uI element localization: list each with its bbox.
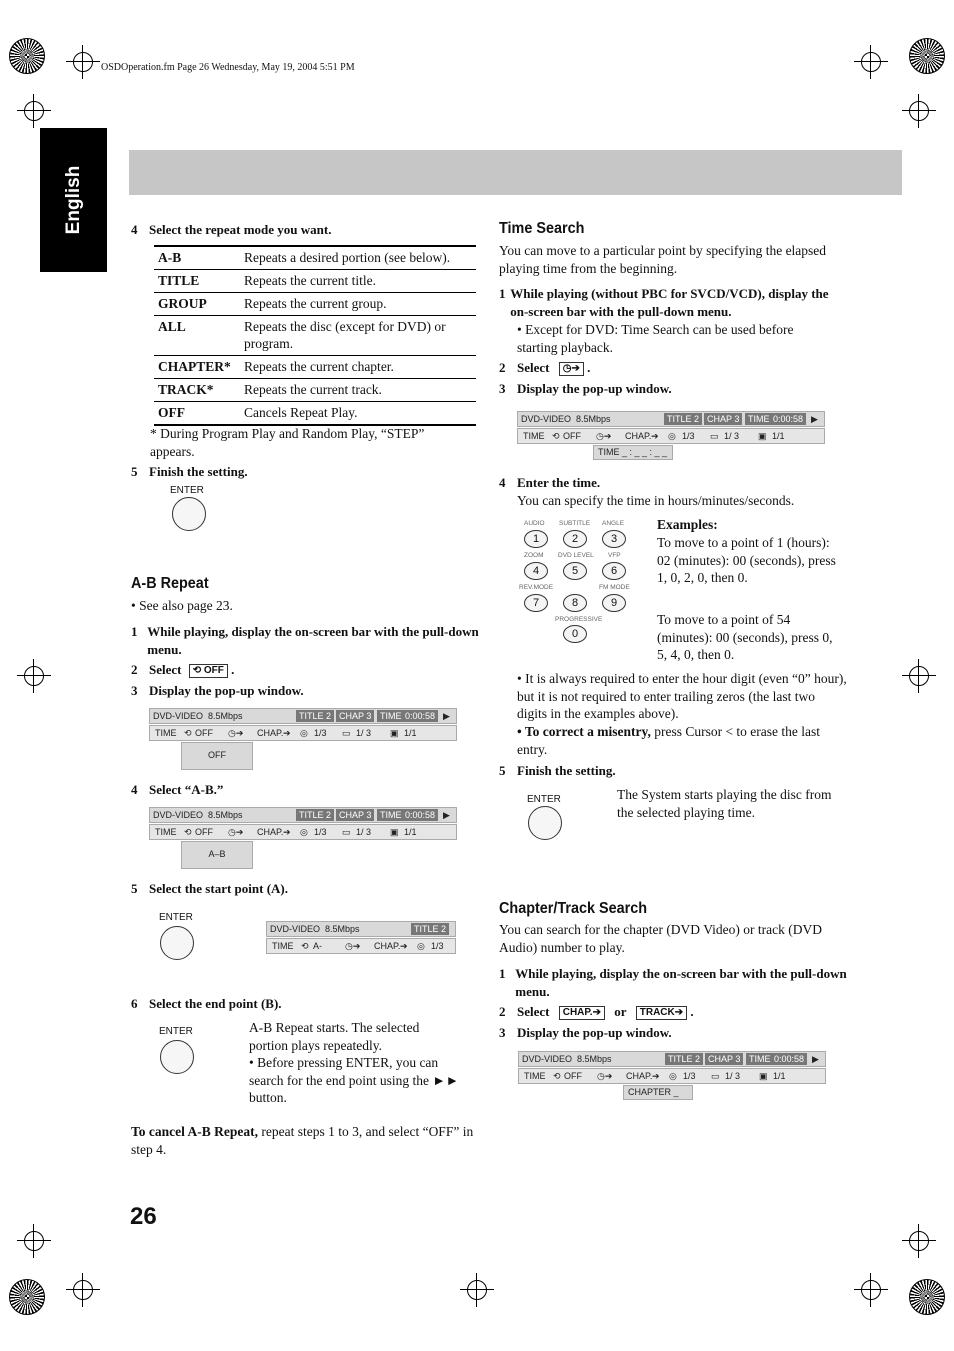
page-number: 26 xyxy=(130,1203,157,1230)
registration-mark xyxy=(73,52,93,72)
ab-step-6: 6 Select the end point (B). xyxy=(131,996,282,1011)
time-search-bullet-2: • To correct a misentry, press Cursor < to erase the last entry. xyxy=(517,724,821,757)
repeat-off-icon: ⟲ OFF xyxy=(189,664,228,678)
key-7: 7 xyxy=(524,594,548,612)
language-tab-label: English xyxy=(62,165,84,235)
registration-mark xyxy=(909,1231,929,1251)
ab-step-6-bullet: • Before pressing ENTER, you can search for the end point using the ►► button. xyxy=(249,1055,460,1105)
key-1: 1 xyxy=(524,530,548,548)
key-9: 9 xyxy=(602,594,626,612)
time-search-heading: Time Search xyxy=(499,220,585,237)
enter-button-icon xyxy=(160,926,194,960)
ab-step-1: 1 While playing, display the on-screen bar with the pull-down menu. xyxy=(131,624,479,657)
example-1: To move to a point of 1 (hours): 02 (minutes): 00 (seconds), press 1, 0, 2, 0, then 0. xyxy=(657,535,836,585)
table-row: ALL Repeats the disc (except for DVD) or program. xyxy=(154,316,476,356)
ab-step-2: 2 Select ⟲ OFF . xyxy=(131,662,235,677)
registration-mark xyxy=(24,101,44,121)
file-meta-header: OSDOperation.fm Page 26 Wednesday, May 19, 2004 5:51 PM xyxy=(101,62,355,73)
key-3: 3 xyxy=(602,530,626,548)
chapter-track-search-heading: Chapter/Track Search xyxy=(499,900,648,917)
table-row: A-B Repeats a desired portion (see below). xyxy=(154,246,476,270)
registration-mark xyxy=(861,52,881,72)
time-search-intro: You can move to a particular point by specifying the elapsed playing time from the beginning. xyxy=(499,243,827,276)
ab-step-3: 3 Display the pop-up window. xyxy=(131,683,304,698)
ts-step-5-description: The System starts playing the disc from the selected playing time. xyxy=(617,787,832,820)
chap-icon: CHAP.➔ xyxy=(559,1006,605,1020)
ts-step-1-bullet: • Except for DVD: Time Search can be used before starting playback. xyxy=(517,322,794,355)
crop-sunburst-bottom-right xyxy=(909,1279,945,1315)
ts-step-4: 4 Enter the time. xyxy=(499,475,601,490)
ts-step-4-description: You can specify the time in hours/minutes/seconds. xyxy=(517,493,795,508)
crop-sunburst-top-left xyxy=(9,38,45,74)
table-row: CHAPTER* Repeats the current chapter. xyxy=(154,356,476,379)
crop-sunburst-top-right xyxy=(909,38,945,74)
enter-button-icon xyxy=(172,497,206,531)
table-row: GROUP Repeats the current group. xyxy=(154,293,476,316)
chapter-track-intro: You can search for the chapter (DVD Video) or track (DVD Audio) number to play. xyxy=(499,922,822,955)
key-8: 8 xyxy=(563,594,587,612)
ts-step-5: 5 Finish the setting. xyxy=(499,763,616,778)
step-5: 5 Finish the setting. xyxy=(131,464,248,479)
header-band xyxy=(129,150,902,195)
key-6: 6 xyxy=(602,562,626,580)
table-row: OFF Cancels Repeat Play. xyxy=(154,402,476,426)
registration-mark xyxy=(467,1280,487,1300)
cancel-ab-repeat: To cancel A-B Repeat, repeat steps 1 to 3, and select “OFF” in step 4. xyxy=(131,1124,474,1157)
step-4: 4 Select the repeat mode you want. xyxy=(131,222,332,237)
track-icon: TRACK➔ xyxy=(636,1006,687,1020)
registration-mark xyxy=(24,666,44,686)
enter-label: ENTER xyxy=(159,1026,193,1037)
time-search-bullet-1: • It is always required to enter the hour digit (even “0” hour), but it is not required to enter trailing zeros (the last two digits in the examples above). xyxy=(517,671,847,721)
registration-mark xyxy=(73,1280,93,1300)
enter-button-icon xyxy=(160,1040,194,1074)
ab-step-4: 4 Select “A-B.” xyxy=(131,782,224,797)
repeat-mode-table xyxy=(154,245,476,426)
examples-title: Examples: xyxy=(657,517,718,532)
play-icon: ▶ xyxy=(443,711,450,721)
registration-mark xyxy=(861,1280,881,1300)
ts-step-3: 3 Display the pop-up window. xyxy=(499,381,672,396)
table-row: TITLE Repeats the current title. xyxy=(154,270,476,293)
example-2: To move to a point of 54 (minutes): 00 (seconds), press 0, 5, 4, 0, then 0. xyxy=(657,612,833,662)
enter-label: ENTER xyxy=(170,485,204,496)
ts-step-1: 1 While playing (without PBC for SVCD/VCD), display the on-screen bar with the pull-down menu. xyxy=(499,286,829,319)
cts-step-1: 1 While playing, display the on-screen bar with the pull-down menu. xyxy=(499,966,847,999)
registration-mark xyxy=(909,101,929,121)
ab-step-5: 5 Select the start point (A). xyxy=(131,881,288,896)
key-0: 0 xyxy=(563,625,587,643)
time-search-icon: ◷➔ xyxy=(559,362,584,376)
ab-repeat-heading: A-B Repeat xyxy=(131,575,209,592)
cts-step-3: 3 Display the pop-up window. xyxy=(499,1025,672,1040)
registration-mark xyxy=(909,666,929,686)
language-tab xyxy=(40,128,107,272)
cts-step-2: 2 Select CHAP.➔ or TRACK➔ . xyxy=(499,1004,694,1019)
enter-label: ENTER xyxy=(159,912,193,923)
ts-step-2: 2 Select ◷➔ . xyxy=(499,360,591,375)
key-5: 5 xyxy=(563,562,587,580)
key-2: 2 xyxy=(563,530,587,548)
crop-sunburst-bottom-left xyxy=(9,1279,45,1315)
key-4: 4 xyxy=(524,562,548,580)
table-row: TRACK* Repeats the current track. xyxy=(154,379,476,402)
footnote: * During Program Play and Random Play, “STEP” appears. xyxy=(150,426,425,459)
enter-button-icon xyxy=(528,806,562,840)
ab-step-6-description: A-B Repeat starts. The selected portion plays repeatedly. xyxy=(249,1020,420,1053)
ab-see-also: • See also page 23. xyxy=(131,598,233,613)
numeric-keypad: AUDIO SUBTITLE ANGLE 1 2 3 ZOOM DVD LEVEL VFP 4 5 6 REV.MODE FM MODE 7 8 9 PROGRESSIVE 0 xyxy=(517,518,647,648)
registration-mark xyxy=(24,1231,44,1251)
enter-label: ENTER xyxy=(527,794,561,805)
